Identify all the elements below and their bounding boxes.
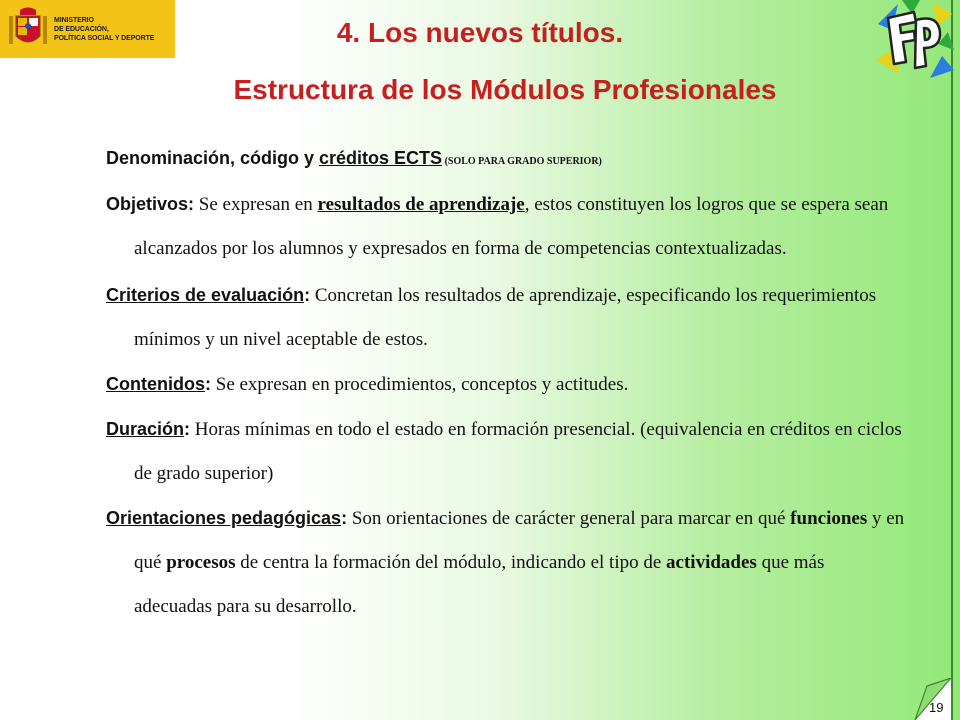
duracion-item xyxy=(106,407,906,496)
criterios-label: Criterios de evaluación xyxy=(106,285,305,305)
contenidos-item xyxy=(106,362,906,407)
orientaciones-bold-1: funciones xyxy=(790,508,868,529)
ministry-line-2: DE EDUCACIÓN, xyxy=(54,25,109,33)
objetivos-label: Objetivos: xyxy=(106,194,195,214)
ects-label: créditos ECTS xyxy=(319,148,443,168)
page-number: 19 xyxy=(929,700,944,715)
duracion-label: Duración xyxy=(106,419,185,439)
orientaciones-colon: : xyxy=(341,508,348,528)
ministry-line-3: POLÍTICA SOCIAL Y DEPORTE xyxy=(54,34,155,42)
orientaciones-bold-3: actividades xyxy=(666,552,757,573)
objetivos-bold: resultados de aprendizaje xyxy=(317,194,525,215)
slide-title: 4. Los nuevos títulos. xyxy=(336,17,624,48)
objetivos-text-1: Se expresan en xyxy=(194,194,318,215)
criterios-item xyxy=(106,273,906,362)
contenidos-text: Se expresan en procedimientos, conceptos y actitudes. xyxy=(211,374,629,395)
contenidos-label: Contenidos xyxy=(106,374,205,394)
orientaciones-bold-2: procesos xyxy=(166,552,236,573)
objetivos-item xyxy=(106,182,906,271)
intro-line xyxy=(106,138,906,182)
ministry-line-1: MINISTERIO xyxy=(54,16,94,24)
orientaciones-text-2: y en qué xyxy=(134,508,905,573)
orientaciones-item xyxy=(106,496,906,629)
intro-note: (SOLO PARA GRADO SUPERIOR) xyxy=(442,156,602,167)
slide-subtitle: Estructura de los Módulos Profesionales xyxy=(233,74,777,105)
duracion-colon: : xyxy=(184,419,191,439)
intro-label: Denominación, código y xyxy=(106,148,320,168)
criterios-colon: : xyxy=(304,285,311,305)
orientaciones-label: Orientaciones pedagógicas xyxy=(106,508,342,528)
content-body xyxy=(106,138,906,629)
orientaciones-text-1: Son orientaciones de carácter general para marcar en qué xyxy=(347,508,791,529)
objetivos-text-2: , estos constituyen los logros que se espera sean alcanzados por los alumnos y expresados en forma de competencias contextualizadas. xyxy=(134,194,889,259)
duracion-text: Horas mínimas en todo el estado en formación presencial. (equivalencia en créditos en ciclos de grado superior) xyxy=(134,419,902,484)
criterios-text: Concretan los resultados de aprendizaje, especificando los requerimientos mínimos y un nivel aceptable de estos. xyxy=(134,285,877,350)
slide-border xyxy=(951,0,953,720)
orientaciones-text-3: de centra la formación del módulo, indicando el tipo de xyxy=(235,552,667,573)
orientaciones-text-4: que más adecuadas para su desarrollo. xyxy=(134,552,825,617)
contenidos-colon: : xyxy=(205,374,211,394)
